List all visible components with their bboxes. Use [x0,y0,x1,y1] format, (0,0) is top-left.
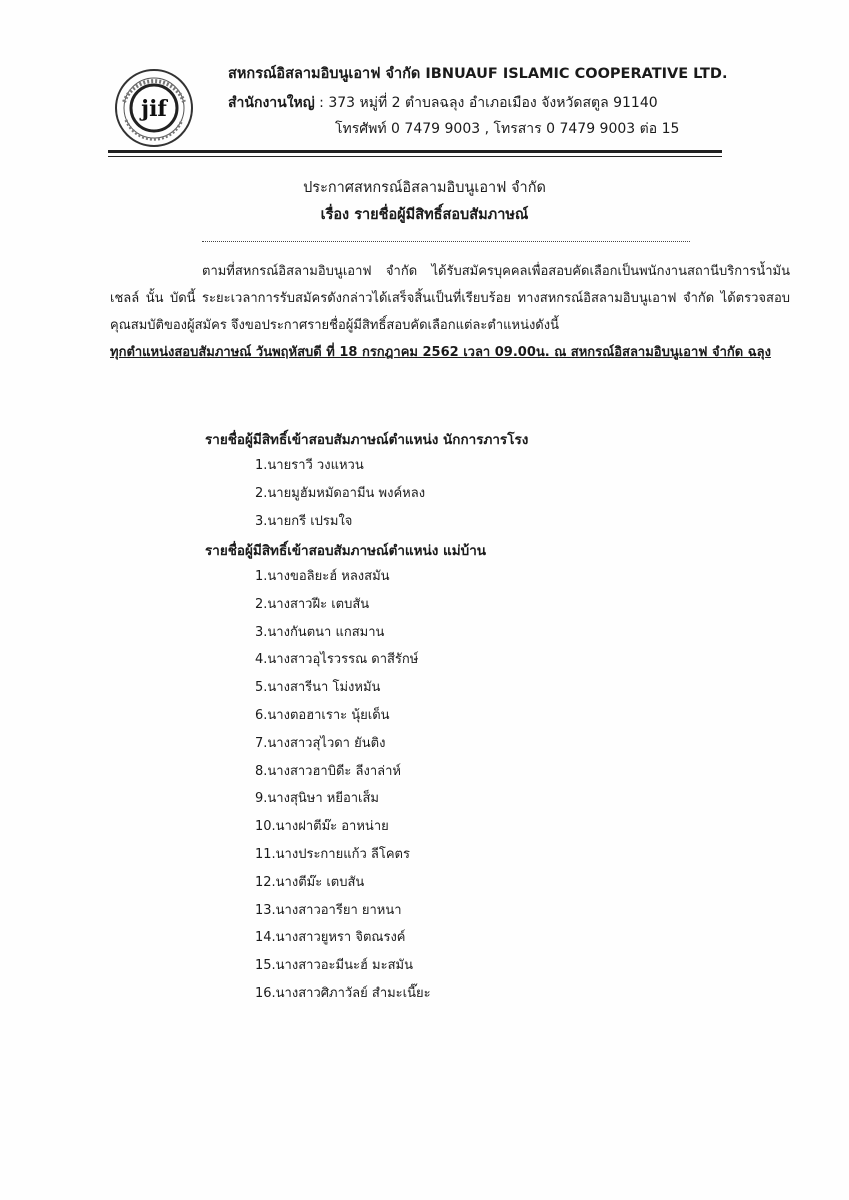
list-item: 7.นางสาวสุไวดา ยันติง [255,735,386,751]
list-item: 2.นายมูฮัมหมัดอามีน พงค์หลง [255,485,426,501]
interview-schedule: ทุกตำแหน่งสอบสัมภาษณ์ วันพฤหัสบดี ที่ 18 กรกฎาคม 2562 เวลา 09.00น. ณ สหกรณ์อิสลามอิบนูเอาฟ จำกัด ฉลุง [110,345,771,360]
candidate-list-housekeeper [255,563,431,1008]
organization-name: สหกรณ์อิสลามอิบนูเอาฟ จำกัด IBNUAUF ISLAMIC COOPERATIVE LTD. [228,66,728,82]
section-heading-housekeeper: รายชื่อผู้มีสิทธิ์เข้าสอบสัมภาษณ์ตำแหน่ง แม่บ้าน [205,543,487,559]
list-item: 12.นางตีม๊ะ เตบสัน [255,874,365,890]
cooperative-logo [114,68,194,148]
announcement-title: ประกาศสหกรณ์อิสลามอิบนูเอาฟ จำกัด [303,180,546,196]
list-item: 8.นางสาวฮาบิดีะ ลีงาล่าห์ [255,763,401,779]
head-office-address [228,92,658,114]
letterhead-divider-thin [108,156,722,157]
list-item: 1.นางขอลิยะฮ์ หลงสมัน [255,569,390,584]
announcement-subject: เรื่อง รายชื่อผู้มีสิทธิ์สอบสัมภาษณ์ [320,207,529,223]
list-item: 10.นางฝาตีม๊ะ อาหน่าย [255,819,389,835]
list-item: 16.นางสาวศิภาวัลย์ สำมะเนี๊ยะ [255,985,431,1001]
list-item: 11.นางประกายแก้ว ลีโคตร [255,846,410,862]
list-item: 14.นางสาวยูหรา จิตณรงค์ [255,930,406,946]
candidate-list-janitor [255,452,425,535]
section-heading-janitor: รายชื่อผู้มีสิทธิ์เข้าสอบสัมภาษณ์ตำแหน่ง นักการภารโรง [205,432,529,448]
announcement-body: ตามที่สหกรณ์อิสลามอิบนูเอาฟ จำกัด ได้รับสมัครบุคคลเพื่อสอบคัดเลือกเป็นพนักงานสถานีบริการน้ำมันเชลล์ นั้น บัดนี้ ระยะเวลาการรับสมัครดังกล่าวได้เสร็จสิ้นเป็นที่เรียบร้อย ทางสหกรณ์อิสลามอิบนูเอาฟ จำกัด ได้ตรวจสอบคุณสมบัติของผู้สมัคร จึงขอประกาศรายชื่อผู้มีสิทธิ์สอบคัดเลือกแต่ละตำแหน่งดังนี้ [110,264,790,333]
list-item: 15.นางสาวอะมีนะฮ์ มะสมัน [255,958,413,974]
list-item: 3.นางกันตนา แกสมาน [255,624,385,640]
list-item: 3.นายกรี เปรมใจ [255,513,353,529]
letterhead-divider-thick [108,150,722,153]
list-item: 6.นางตอฮาเราะ นุ้ยเด็น [255,707,390,723]
list-item: 2.นางสาวฝีะ เตบสัน [255,596,370,612]
list-item: 4.นางสาวอุไรวรรณ ดาสีรักษ์ [255,652,419,668]
dotted-separator [202,241,690,242]
list-item: 13.นางสาวอารียา ยาหนา [255,902,402,918]
list-item: 5.นางสารีนา โม่งหมัน [255,680,381,696]
list-item: 9.นางสุนิษา หยีอาเส็ม [255,791,380,807]
address-text: : 373 หมู่ที่ 2 ตำบลฉลุง อำเภอเมือง จังหวัดสตูล 91140 [314,95,658,111]
logo-lettering: jif [141,96,167,122]
list-item: 1.นายราวี วงแหวน [255,458,364,473]
head-office-label: สำนักงานใหญ่ [228,95,315,111]
contact-numbers: โทรศัพท์ 0 7479 9003 , โทรสาร 0 7479 9003 ต่อ 15 [335,121,680,137]
